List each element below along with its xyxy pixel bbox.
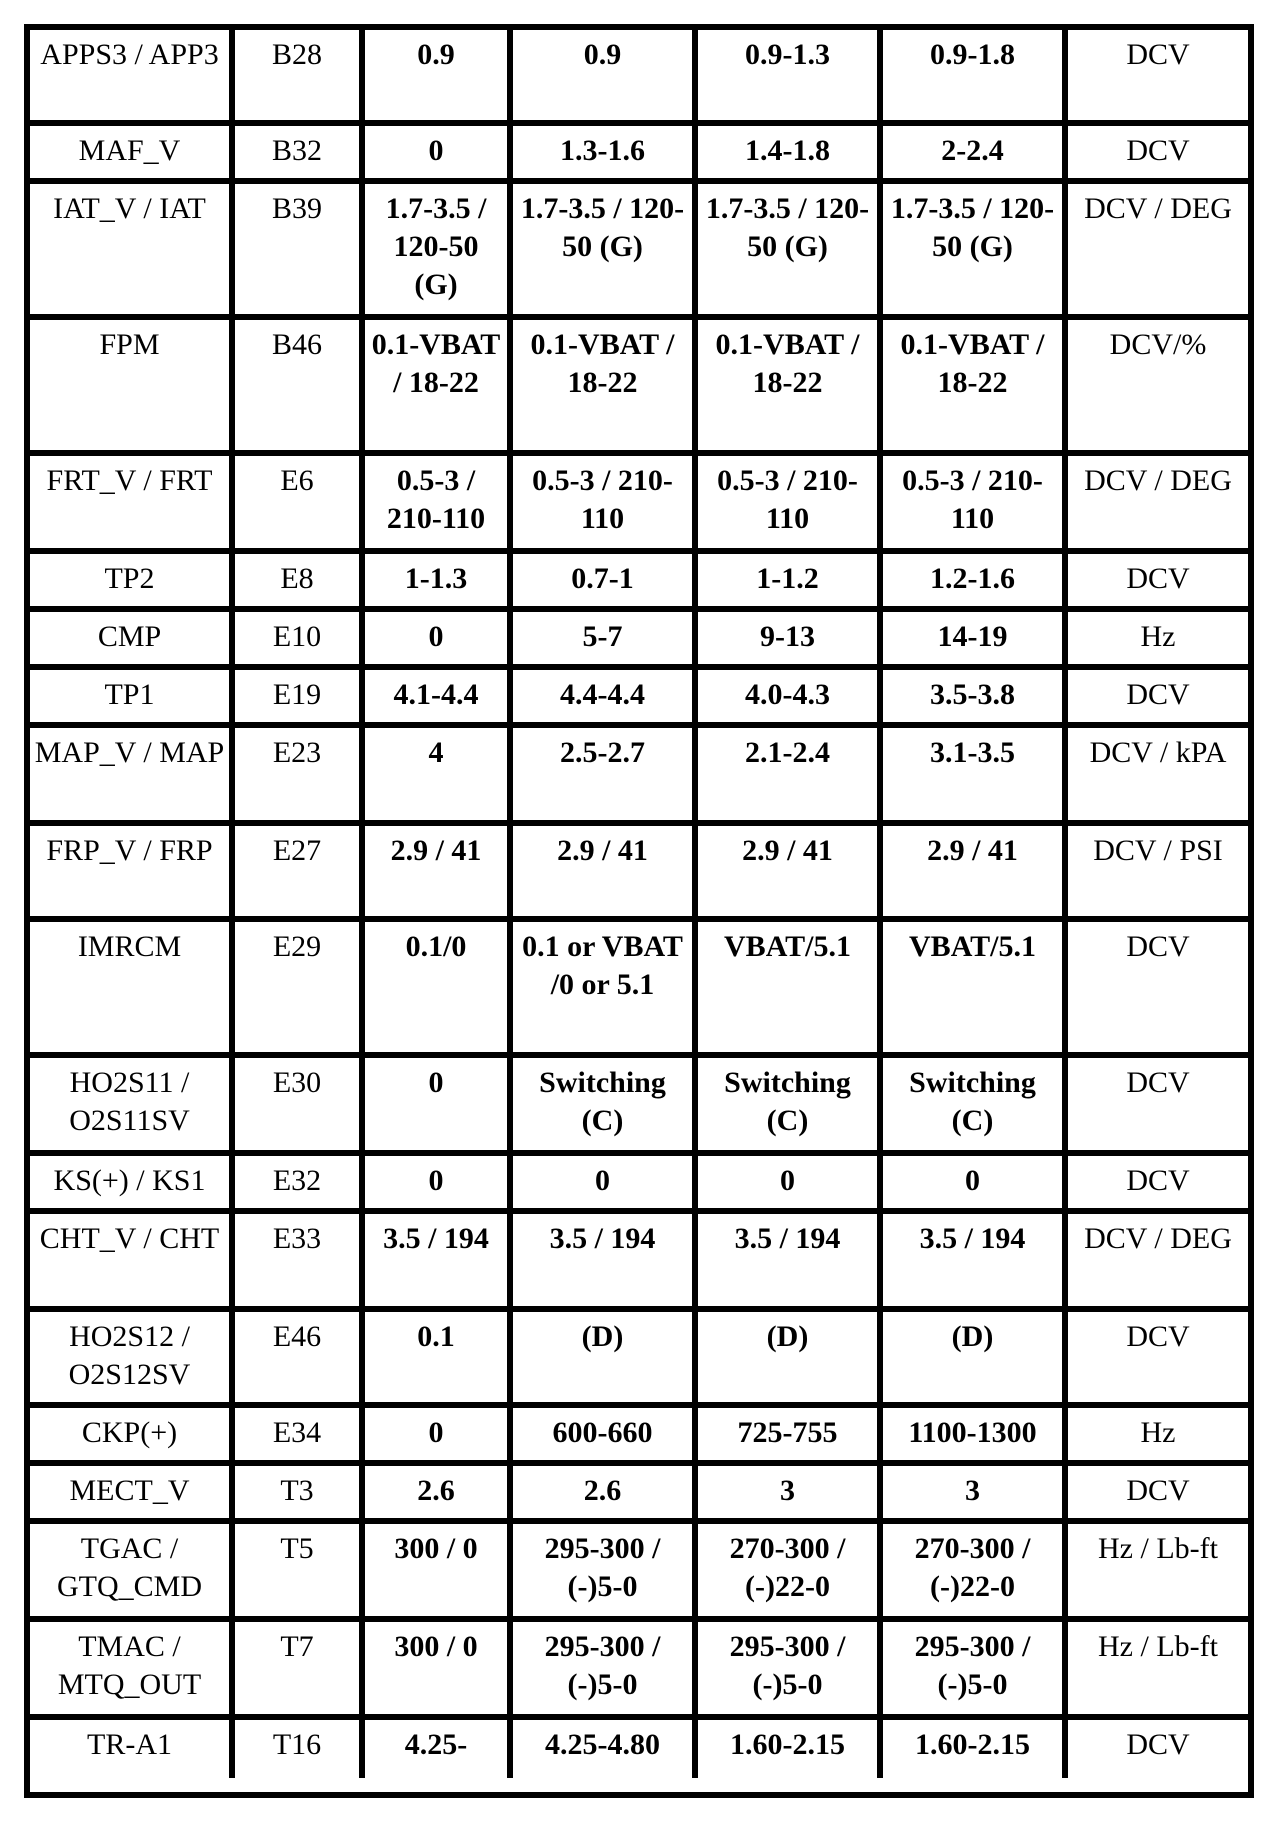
value-cell-4: 3.5 / 194 (883, 1214, 1068, 1306)
unit-cell: DCV / DEG (1084, 192, 1232, 225)
signal-cell: CKP(+) (30, 1408, 235, 1460)
pin-cell: T3 (235, 1466, 365, 1518)
pin-cell: E33 (235, 1214, 365, 1306)
value-cell-3: 0.5-3 / 210-110 (698, 456, 883, 548)
value-cell-3: (D) (698, 1312, 883, 1402)
signal-cell: CMP (30, 612, 235, 664)
value-cell-4: 0.9-1.8 (883, 30, 1068, 120)
pin-cell: E23 (235, 728, 365, 820)
value-cell-1: 300 / 0 (365, 1524, 513, 1616)
signal-cell: HO2S11 / O2S11SV (30, 1058, 235, 1150)
signal-cell: MAF_V (30, 126, 235, 178)
value-cell-4: 3.1-3.5 (883, 728, 1068, 820)
value-cell-2: 2.5-2.7 (513, 728, 698, 820)
value-cell-2: 1.3-1.6 (513, 126, 698, 178)
value-cell-4: 3 (883, 1466, 1068, 1518)
value-cell-1: 4.1-4.4 (365, 670, 513, 722)
table-row (30, 126, 1248, 184)
value-cell-2: 295-300 / (-)5-0 (513, 1622, 698, 1714)
signal-cell: CHT_V / CHT (30, 1214, 235, 1306)
unit-cell: DCV (1126, 38, 1190, 71)
signal-cell: MAP_V / MAP (30, 728, 235, 820)
pin-cell: E34 (235, 1408, 365, 1460)
value-cell-3: 270-300 / (-)22-0 (698, 1524, 883, 1616)
value-cell-4: 0.5-3 / 210-110 (883, 456, 1068, 548)
pin-cell: E10 (235, 612, 365, 664)
table-row (30, 922, 1248, 1058)
value-cell-4: 0.1-VBAT / 18-22 (883, 320, 1068, 450)
pin-cell: T16 (235, 1720, 365, 1778)
value-cell-3: VBAT/5.1 (698, 922, 883, 1052)
unit-cell: DCV / DEG (1084, 1222, 1232, 1255)
signal-cell: TP1 (30, 670, 235, 722)
value-cell-3: 0 (698, 1156, 883, 1208)
value-cell-2: 1.7-3.5 / 120-50 (G) (513, 184, 698, 314)
signal-cell: FRT_V / FRT (30, 456, 235, 548)
value-cell-4: 2.9 / 41 (883, 826, 1068, 916)
value-cell-1: 0.9 (365, 30, 513, 120)
value-cell-1: 0.5-3 / 210-110 (365, 456, 513, 548)
value-cell-3: 9-13 (698, 612, 883, 664)
signal-cell: TMAC / MTQ_OUT (30, 1622, 235, 1714)
value-cell-3: 1.7-3.5 / 120-50 (G) (698, 184, 883, 314)
pin-cell: E8 (235, 554, 365, 606)
value-cell-3: 1-1.2 (698, 554, 883, 606)
signal-cell: TP2 (30, 554, 235, 606)
unit-cell: Hz (1140, 620, 1176, 653)
value-cell-2: 0.9 (513, 30, 698, 120)
table-row (30, 184, 1248, 320)
value-cell-1: 2.6 (365, 1466, 513, 1518)
unit-cell: DCV (1126, 134, 1190, 167)
value-cell-1: 0 (365, 1408, 513, 1460)
signal-cell: MECT_V (30, 1466, 235, 1518)
unit-cell: DCV (1126, 1164, 1190, 1197)
value-cell-2: 3.5 / 194 (513, 1214, 698, 1306)
unit-cell: DCV (1126, 1474, 1190, 1507)
value-cell-2: 0.5-3 / 210-110 (513, 456, 698, 548)
value-cell-1: 300 / 0 (365, 1622, 513, 1714)
value-cell-2: 0.7-1 (513, 554, 698, 606)
signal-cell: TGAC / GTQ_CMD (30, 1524, 235, 1616)
pin-cell: B39 (235, 184, 365, 314)
value-cell-2: 5-7 (513, 612, 698, 664)
value-cell-4: 1100-1300 (883, 1408, 1068, 1460)
table-row (30, 826, 1248, 922)
pin-cell: E46 (235, 1312, 365, 1402)
value-cell-4: 14-19 (883, 612, 1068, 664)
table-row (30, 1466, 1248, 1524)
pin-cell: T7 (235, 1622, 365, 1714)
signal-cell: IMRCM (30, 922, 235, 1052)
value-cell-3: 3 (698, 1466, 883, 1518)
pin-cell: E6 (235, 456, 365, 548)
value-cell-4: 1.60-2.15 (883, 1720, 1068, 1778)
table-row (30, 1720, 1248, 1778)
signal-cell: APPS3 / APP3 (30, 30, 235, 120)
pin-cell: B28 (235, 30, 365, 120)
value-cell-2: 0.1 or VBAT /0 or 5.1 (513, 922, 698, 1052)
value-cell-1: 1-1.3 (365, 554, 513, 606)
table-row (30, 1214, 1248, 1312)
value-cell-1: 4 (365, 728, 513, 820)
unit-cell: DCV / PSI (1093, 834, 1223, 867)
value-cell-1: 0.1-VBAT / 18-22 (365, 320, 513, 450)
value-cell-4: VBAT/5.1 (883, 922, 1068, 1052)
value-cell-2: 2.9 / 41 (513, 826, 698, 916)
value-cell-1: 3.5 / 194 (365, 1214, 513, 1306)
value-cell-4: 270-300 / (-)22-0 (883, 1524, 1068, 1616)
table-row (30, 1058, 1248, 1156)
unit-cell: DCV (1126, 1728, 1190, 1761)
value-cell-1: 4.25- (365, 1720, 513, 1778)
pin-cell: B46 (235, 320, 365, 450)
value-cell-2: (D) (513, 1312, 698, 1402)
table-row (30, 554, 1248, 612)
unit-cell: DCV/% (1109, 328, 1207, 361)
value-cell-2: 295-300 / (-)5-0 (513, 1524, 698, 1616)
pin-cell: E29 (235, 922, 365, 1052)
value-cell-1: 0.1/0 (365, 922, 513, 1052)
value-cell-4: 295-300 / (-)5-0 (883, 1622, 1068, 1714)
value-cell-2: 4.25-4.80 (513, 1720, 698, 1778)
signal-cell: TR-A1 (30, 1720, 235, 1778)
value-cell-2: Switching (C) (513, 1058, 698, 1150)
value-cell-4: 0 (883, 1156, 1068, 1208)
table-row (30, 728, 1248, 826)
pin-cell: E27 (235, 826, 365, 916)
table-row (30, 456, 1248, 554)
signal-cell: HO2S12 / O2S12SV (30, 1312, 235, 1402)
value-cell-1: 2.9 / 41 (365, 826, 513, 916)
value-cell-4: (D) (883, 1312, 1068, 1402)
value-cell-4: 1.2-1.6 (883, 554, 1068, 606)
value-cell-4: 1.7-3.5 / 120-50 (G) (883, 184, 1068, 314)
unit-cell: Hz / Lb-ft (1098, 1532, 1218, 1565)
table-row (30, 612, 1248, 670)
unit-cell: DCV / kPA (1089, 736, 1227, 769)
value-cell-1: 0.1 (365, 1312, 513, 1402)
unit-cell: DCV (1126, 562, 1190, 595)
value-cell-2: 4.4-4.4 (513, 670, 698, 722)
table-row (30, 1312, 1248, 1408)
value-cell-2: 2.6 (513, 1466, 698, 1518)
value-cell-4: Switching (C) (883, 1058, 1068, 1150)
table-row (30, 1524, 1248, 1622)
value-cell-1: 0 (365, 612, 513, 664)
value-cell-3: 0.9-1.3 (698, 30, 883, 120)
value-cell-2: 0.1-VBAT / 18-22 (513, 320, 698, 450)
signal-cell: IAT_V / IAT (30, 184, 235, 314)
value-cell-3: 4.0-4.3 (698, 670, 883, 722)
value-cell-4: 2-2.4 (883, 126, 1068, 178)
value-cell-1: 1.7-3.5 / 120-50 (G) (365, 184, 513, 314)
unit-cell: DCV (1126, 1320, 1190, 1353)
data-table (24, 24, 1254, 1798)
value-cell-3: 0.1-VBAT / 18-22 (698, 320, 883, 450)
value-cell-1: 0 (365, 1058, 513, 1150)
value-cell-3: Switching (C) (698, 1058, 883, 1150)
unit-cell: DCV (1126, 930, 1190, 963)
table-row (30, 1156, 1248, 1214)
value-cell-3: 1.4-1.8 (698, 126, 883, 178)
unit-cell: DCV / DEG (1084, 464, 1232, 497)
value-cell-4: 3.5-3.8 (883, 670, 1068, 722)
table-row (30, 30, 1248, 126)
table-row (30, 670, 1248, 728)
signal-cell: FPM (30, 320, 235, 450)
signal-cell: KS(+) / KS1 (30, 1156, 235, 1208)
unit-cell: Hz (1140, 1416, 1176, 1449)
value-cell-3: 725-755 (698, 1408, 883, 1460)
value-cell-1: 0 (365, 126, 513, 178)
pin-cell: E32 (235, 1156, 365, 1208)
table-row (30, 1408, 1248, 1466)
pin-cell: E19 (235, 670, 365, 722)
pin-cell: T5 (235, 1524, 365, 1616)
value-cell-1: 0 (365, 1156, 513, 1208)
unit-cell: Hz / Lb-ft (1098, 1630, 1218, 1663)
value-cell-3: 2.1-2.4 (698, 728, 883, 820)
value-cell-3: 3.5 / 194 (698, 1214, 883, 1306)
table-row (30, 1622, 1248, 1720)
value-cell-2: 0 (513, 1156, 698, 1208)
table-row (30, 320, 1248, 456)
unit-cell: DCV (1126, 678, 1190, 711)
pin-cell: B32 (235, 126, 365, 178)
value-cell-3: 1.60-2.15 (698, 1720, 883, 1778)
value-cell-2: 600-660 (513, 1408, 698, 1460)
value-cell-3: 295-300 / (-)5-0 (698, 1622, 883, 1714)
pin-cell: E30 (235, 1058, 365, 1150)
signal-cell: FRP_V / FRP (30, 826, 235, 916)
unit-cell: DCV (1126, 1066, 1190, 1099)
value-cell-3: 2.9 / 41 (698, 826, 883, 916)
